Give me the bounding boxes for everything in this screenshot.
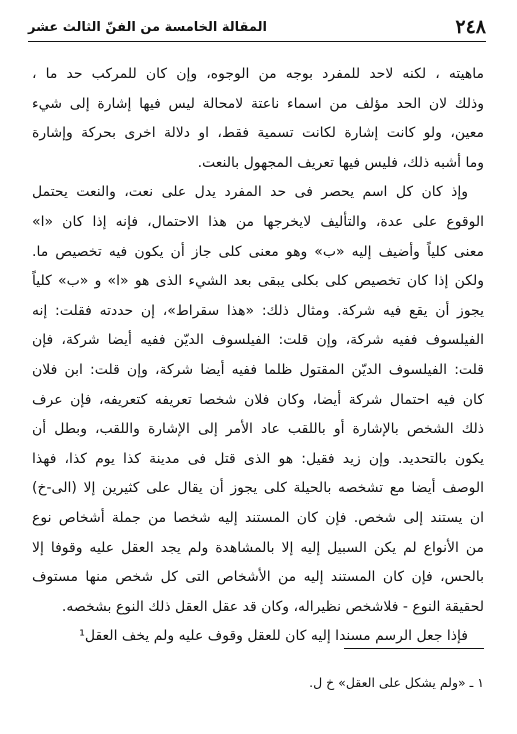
- text-line: وذلك لان الحد مؤلف من اسماء ناعتة لامحالة ليس فيها إشارة إلى شيء: [32, 95, 484, 112]
- footnote: ١ ـ «ولم يشكل على العقل» خ ل.: [309, 675, 484, 690]
- text-line: ماهيته ، لكنه لاحد للمفرد بوجه من الوجوه، وإن كان للمركب حد ما ،: [32, 66, 484, 82]
- page-number: ٢٤٨: [455, 16, 486, 38]
- text-line: ذلك الشخص بالإشارة أو باللقب عاد الأمر إلى الإشارة واللقب، وبطل أن: [32, 421, 484, 438]
- text-line: فإذا جعل الرسم مسندا إليه كان للعقل وقوف عليه ولم يخف العقل¹: [79, 628, 468, 645]
- text-line: الوقوع على عدة، والتأليف لايخرجها من هذا الاحتمال، فإنه إذا كان «ا»: [32, 213, 484, 230]
- text-line: من الأنواع لم يكن السبيل إليه إلا بالمشاهدة ولم يجد العقل عليه وقوفا إلا: [32, 539, 484, 556]
- text-line: يجوز أن يقع فيه شركة. ومثال ذلك: «هذا سقراط»، إن حددته فقلت: إنه: [32, 302, 484, 319]
- text-line: يكون بالتحديد. وإن زيد فقيل: هو الذى قتل فى مدينة كذا يوم كذا، فهذا: [32, 450, 484, 467]
- text-line: قلت: الفيلسوف الديّن المقتول ظلما ففيه أيضا شركة، وإن قلت: ابن فلان: [32, 361, 484, 378]
- text-line: وإذ كان كل اسم يحصر فى حد المفرد يدل على نعت، والنعت يحتمل: [32, 184, 468, 201]
- text-line: وما أشبه ذلك، فليس فيها تعريف المجهول بالنعت.: [197, 154, 484, 171]
- running-title: المقالة الخامسة من الفنّ الثالث عشر: [28, 20, 267, 35]
- text-line: معين، ولو كانت إشارة لكانت تسمية فقط، او دلالة اخرى بحركة وإشارة: [32, 125, 484, 142]
- text-line: ولكن إذا كان تخصيص كلى بكلى يبقى بعد الشيء الذى هو «ا» و «ب» كلياً: [32, 273, 484, 290]
- text-line: الفيلسوف ففيه شركة، وإن قلت: الفيلسوف الديّن ففيه أيضا شركة، فإن: [32, 332, 484, 349]
- text-line: معنى كلياً وأضيف إليه «ب» وهو معنى كلى جاز أن يكون فيه تخصيص ما.: [32, 243, 484, 260]
- text-line: بالحس، فإن كان المستند إليه من الأشخاص التى كل شخص منها مستوف: [32, 569, 484, 586]
- footnote-rule: [344, 648, 484, 649]
- text-line: الوصف أيضا مع تشخصه بالحيلة كلى يجوز أن يقال على كثيرين إلا (الى-خ): [32, 480, 484, 497]
- text-line: كان فيه احتمال شركة أيضا، وكان فلان شخصا تعريفه كتعريفه، فإن عرف: [32, 391, 484, 408]
- header-rule: [28, 41, 486, 42]
- page-header: [28, 16, 486, 42]
- text-line: لحقيقة النوع - فلاشخص نظيراله، وكان قد عقل العقل ذلك النوع بشخصه.: [61, 598, 484, 615]
- body-text: [32, 60, 484, 652]
- text-line: ان يستند إلى شخص. فإن كان المستند إليه شخصا من جملة أشخاص نوع: [32, 509, 484, 526]
